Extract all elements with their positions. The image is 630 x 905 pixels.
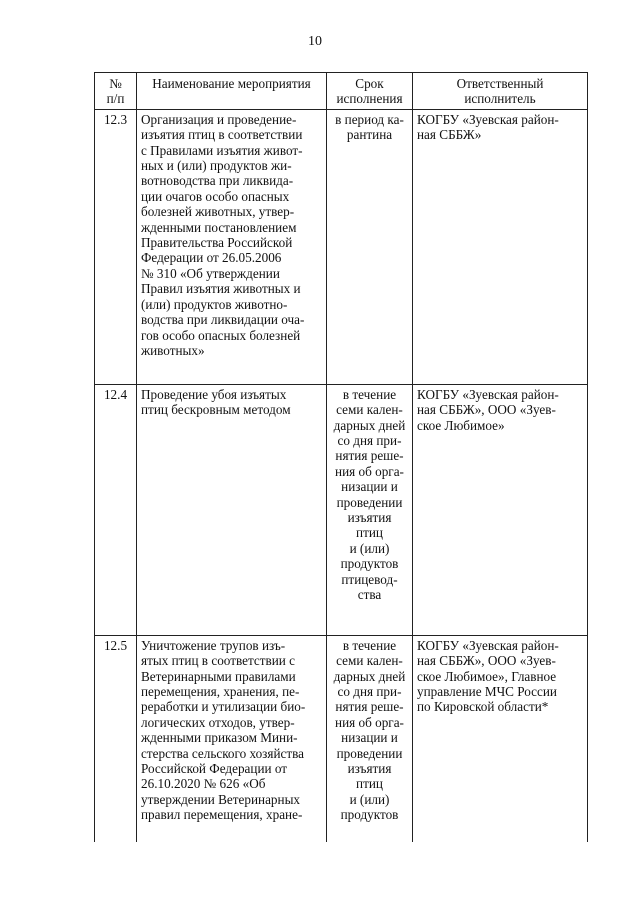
text-line: Ветеринарными правилами xyxy=(141,668,296,684)
text-line: исполнитель xyxy=(464,91,536,107)
text-line: изъятия птиц в соответствии xyxy=(141,127,303,143)
text-line: водства при ликвидации оча- xyxy=(141,312,305,328)
header-deadline xyxy=(327,73,413,110)
row-number: 12.4 xyxy=(95,384,137,635)
event-name-cell xyxy=(137,384,327,635)
text-line: Федерации от 26.05.2006 xyxy=(141,250,282,266)
text-line: ции очагов особо опасных xyxy=(141,188,290,204)
table-row xyxy=(95,384,588,635)
text-line: болезней животных, утвер- xyxy=(141,204,295,220)
header-event-name xyxy=(137,73,327,110)
header-number xyxy=(95,73,137,110)
page-number: 10 xyxy=(308,34,322,49)
text-line: ния об орга- xyxy=(335,463,404,479)
text-line: птиц бескровным методом xyxy=(141,402,291,418)
text-line: ятых птиц в соответствии с xyxy=(141,653,296,669)
text-line: КОГБУ «Зуевская район- xyxy=(417,111,559,127)
text-line: Организация и проведение- xyxy=(141,111,297,127)
deadline-cell xyxy=(327,384,413,635)
responsible-cell xyxy=(413,384,588,635)
row-number: 12.5 xyxy=(95,635,137,842)
text-line: животных» xyxy=(141,342,205,358)
text-line: ная СББЖ» xyxy=(417,127,482,143)
text-line: № 310 «Об утверждении xyxy=(141,265,280,281)
text-line: проведении xyxy=(336,745,403,761)
text-line: рантина xyxy=(346,127,393,143)
text-line: (или) продуктов животно- xyxy=(141,296,288,312)
text-line: со дня при- xyxy=(337,433,402,449)
text-line: нятия реше- xyxy=(335,699,404,715)
text-line: КОГБУ «Зуевская район- xyxy=(417,386,559,402)
text-line: Проведение убоя изъятых xyxy=(141,386,287,402)
text-line: низации и xyxy=(341,479,398,495)
text-line: Правил изъятия животных и xyxy=(141,281,301,297)
text-line: изъятия xyxy=(347,761,392,777)
text-line: ная СББЖ», ООО «Зуев- xyxy=(417,653,556,669)
table-row xyxy=(95,635,588,842)
deadline-cell xyxy=(327,109,413,384)
text-line: утверждении Ветеринарных xyxy=(141,791,301,807)
measures-table xyxy=(94,72,588,842)
text-line: вотноводства при ликвида- xyxy=(141,173,294,189)
text-line: № xyxy=(109,76,122,91)
text-line: проведении xyxy=(336,494,403,510)
table-header-row xyxy=(95,73,588,110)
text-line: птицевод- xyxy=(341,571,398,587)
text-line: управление МЧС России xyxy=(417,684,557,700)
text-line: жденными постановлением xyxy=(141,219,297,235)
text-line: в течение xyxy=(342,637,397,653)
text-line: перемещения, хранения, пе- xyxy=(141,684,300,700)
text-line: жденными приказом Мини- xyxy=(141,730,298,746)
event-name-cell xyxy=(137,635,327,842)
text-line: птиц xyxy=(356,525,383,541)
text-line: Ответственный xyxy=(456,76,544,91)
text-line: гов особо опасных болезней xyxy=(141,327,301,343)
deadline-cell xyxy=(327,635,413,842)
header-responsible xyxy=(413,73,588,110)
text-line: стерства сельского хозяйства xyxy=(141,745,305,761)
text-line: с Правилами изъятия живот- xyxy=(141,142,303,158)
text-line: изъятия xyxy=(347,510,392,526)
text-line: и (или) xyxy=(349,791,390,807)
text-line: ния об орга- xyxy=(335,714,404,730)
text-line: дарных дней xyxy=(333,417,406,433)
text-line: нятия реше- xyxy=(335,448,404,464)
text-line: ная СББЖ», ООО «Зуев- xyxy=(417,402,556,418)
text-line: Наименование мероприятия xyxy=(152,76,311,91)
text-line: логических отходов, утвер- xyxy=(141,714,295,730)
text-line: правил перемещения, хране- xyxy=(141,807,303,823)
text-line: Срок xyxy=(355,76,384,91)
text-line: реработки и утилизации био- xyxy=(141,699,306,715)
responsible-cell xyxy=(413,635,588,842)
text-line: и (или) xyxy=(349,540,390,556)
text-line: по Кировской области* xyxy=(417,699,549,715)
text-line: продуктов xyxy=(340,807,399,823)
text-line: ства xyxy=(357,587,382,603)
text-line: птиц xyxy=(356,776,383,792)
text-line: Российской Федерации от xyxy=(141,761,288,777)
event-name-cell xyxy=(137,109,327,384)
text-line: со дня при- xyxy=(337,684,402,700)
text-line: продуктов xyxy=(340,556,399,572)
text-line: семи кален- xyxy=(336,653,403,669)
text-line: исполнения xyxy=(336,91,403,107)
text-line: ных и (или) продуктов жи- xyxy=(141,158,292,174)
text-line: дарных дней xyxy=(333,668,406,684)
text-line: в течение xyxy=(342,386,397,402)
table-row xyxy=(95,109,588,384)
text-line: Правительства Российской xyxy=(141,235,293,251)
responsible-cell xyxy=(413,109,588,384)
text-line: семи кален- xyxy=(336,402,403,418)
text-line: п/п xyxy=(106,91,125,107)
text-line: низации и xyxy=(341,730,398,746)
text-line: Уничтожение трупов изъ- xyxy=(141,637,286,653)
row-number: 12.3 xyxy=(95,109,137,384)
text-line: в период ка- xyxy=(335,111,404,127)
text-line: ское Любимое» xyxy=(417,417,505,433)
text-line: 26.10.2020 № 626 «Об xyxy=(141,776,266,792)
text-line: КОГБУ «Зуевская район- xyxy=(417,637,559,653)
text-line: ское Любимое», Главное xyxy=(417,668,557,684)
